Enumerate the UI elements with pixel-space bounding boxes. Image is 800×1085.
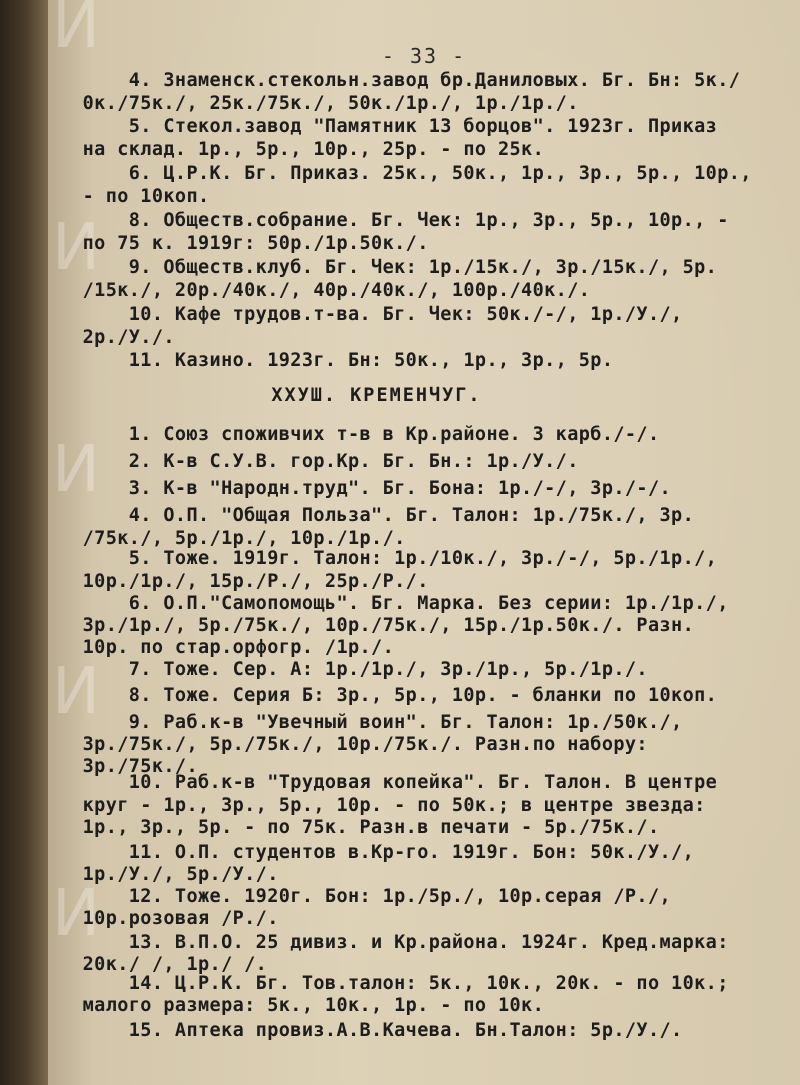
text-line: по 75 к. 1919г: 50р./1р.50к./. bbox=[48, 233, 429, 254]
text-line: 3р./1р./, 5р./75к./, 10р./75к./, 15р./1р.50к./. Разн. bbox=[48, 615, 695, 636]
text-line: 2р./У./. bbox=[48, 327, 175, 348]
text-line: 8. Обществ.собрание. Бг. Чек: 1р., 3р., 5р., 10р., - bbox=[48, 210, 729, 231]
text-line: 0к./75к./, 25к./75к./, 50к./1р./, 1р./1р./. bbox=[48, 93, 579, 114]
watermark-letter: И bbox=[52, 433, 100, 507]
text-line: на склад. 1р., 5р., 10р., 25р. - по 25к. bbox=[48, 139, 545, 160]
text-line: 10р./1р./, 15р./Р./, 25р./Р./. bbox=[48, 571, 429, 592]
section-heading: ХХУШ. КРЕМЕНЧУГ. bbox=[48, 385, 482, 406]
watermark-letter: И bbox=[52, 0, 100, 63]
watermark-letter: И bbox=[52, 877, 100, 951]
text-line: 2. К-в С.У.В. гор.Кр. Бг. Бн.: 1р./У./. bbox=[48, 451, 579, 472]
text-line: 14. Ц.Р.К. Бг. Тов.талон: 5к., 10к., 20к. - по 10к.; bbox=[48, 973, 729, 994]
text-line: 3р./75к./, 5р./75к./, 10р./75к./. Разн.по набору: bbox=[48, 734, 648, 755]
text-line: /75к./, 5р./1р./, 10р./1р./. bbox=[48, 528, 406, 549]
text-line: 9. Обществ.клуб. Бг. Чек: 1р./15к./, 3р./15к./, 5р. bbox=[48, 257, 718, 278]
text-line: 1. Союз споживчих т-в в Кр.районе. 3 карб./-/. bbox=[48, 424, 660, 445]
text-line: 12. Тоже. 1920г. Бон: 1р./5р./, 10р.серая /Р./, bbox=[48, 886, 672, 907]
document-page bbox=[48, 0, 800, 1085]
watermark-letter: И bbox=[52, 211, 100, 285]
text-line: 1р., 3р., 5р. - по 75к. Разн.в печати - 5р./75к./. bbox=[48, 817, 660, 838]
text-line: 6. Ц.Р.К. Бг. Приказ. 25к., 50к., 1р., 3р., 5р., 10р., bbox=[48, 163, 752, 184]
text-line: 15. Аптека провиз.А.В.Качева. Бн.Талон: 5р./У./. bbox=[48, 1020, 683, 1041]
text-line: 3. К-в "Народн.труд". Бг. Бона: 1р./-/, 3р./-/. bbox=[48, 478, 672, 499]
text-line: 10р.розовая /Р./. bbox=[48, 908, 279, 929]
text-line: 9. Раб.к-в "Увечный воин". Бг. Талон: 1р./50к./, bbox=[48, 712, 683, 733]
text-line: 5. Тоже. 1919г. Талон: 1р./10к./, 3р./-/, 5р./1р./, bbox=[48, 548, 718, 569]
text-line: 3р./75к./. bbox=[48, 756, 198, 777]
text-line: 13. В.П.О. 25 дивиз. и Кр.района. 1924г. Кред.марка: bbox=[48, 932, 729, 953]
text-line: 4. О.П. "Общая Польза". Бг. Талон: 1р./75к./, 3р. bbox=[48, 505, 695, 526]
text-line: 5. Стекол.завод "Памятник 13 борцов". 1923г. Приказ bbox=[48, 116, 718, 137]
page-number: - 33 - bbox=[381, 44, 467, 68]
book-binding bbox=[0, 0, 48, 1085]
watermark-letter: И bbox=[52, 655, 100, 729]
text-line: 11. Казино. 1923г. Бн: 50к., 1р., 3р., 5р. bbox=[48, 350, 614, 371]
text-line: 7. Тоже. Сер. А: 1р./1р./, 3р./1р., 5р./1р./. bbox=[48, 659, 648, 680]
text-line: - по 10коп. bbox=[48, 186, 210, 207]
text-line: 8. Тоже. Серия Б: 3р., 5р., 10р. - бланки по 10коп. bbox=[48, 685, 718, 706]
text-line: 1р./У./, 5р./У./. bbox=[48, 864, 279, 885]
text-line: /15к./, 20р./40к./, 40р./40к./, 100р./40к./. bbox=[48, 280, 591, 301]
text-line: малого размера: 5к., 10к., 1р. - по 10к. bbox=[48, 995, 545, 1016]
text-line: круг - 1р., 3р., 5р., 10р. - по 50к.; в центре звезда: bbox=[48, 795, 706, 816]
text-line: 11. О.П. студентов в.Кр-го. 1919г. Бон: 50к./У./, bbox=[48, 842, 695, 863]
text-line: 6. О.П."Самопомощь". Бг. Марка. Без серии: 1р./1р./, bbox=[48, 593, 729, 614]
text-line: 10. Раб.к-в "Трудовая копейка". Бг. Талон. В центре bbox=[48, 772, 718, 793]
text-line: 10. Кафе трудов.т-ва. Бг. Чек: 50к./-/, 1р./У./, bbox=[48, 304, 683, 325]
text-line: 10р. по стар.орфогр. /1р./. bbox=[48, 637, 395, 658]
text-line: 4. Знаменск.стекольн.завод бр.Даниловых. Бг. Бн: 5к./ bbox=[48, 70, 741, 91]
text-line: 20к./ /, 1р./ /. bbox=[48, 954, 268, 975]
